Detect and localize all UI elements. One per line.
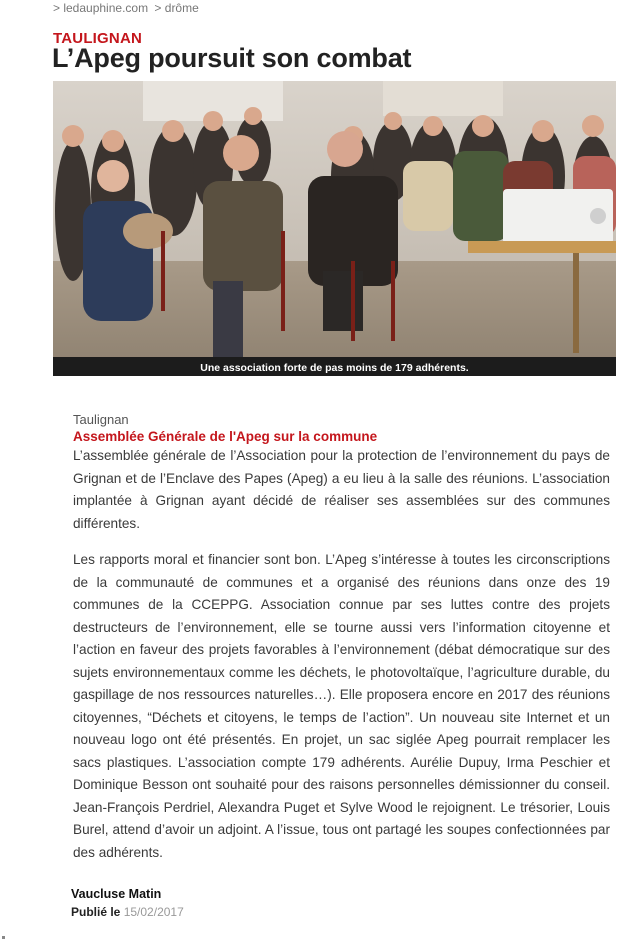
- breadcrumb-site-link[interactable]: > ledauphine.com: [53, 1, 149, 15]
- source-name: Vaucluse Matin: [71, 887, 162, 901]
- published-label: Publié le: [71, 905, 121, 919]
- photo-caption: Une association forte de pas moins de 179 adhérents.: [200, 362, 469, 374]
- article-headline: L’Apeg poursuit son combat: [52, 43, 412, 73]
- breadcrumb: [53, 1, 202, 15]
- audience-photo-illustration: [53, 81, 616, 376]
- article-place: Taulignan: [73, 412, 129, 427]
- article-photo: [53, 81, 616, 376]
- breadcrumb-section-link[interactable]: > drôme: [154, 1, 199, 15]
- article-kicker: TAULIGNAN: [53, 30, 143, 47]
- published-date: 15/02/2017: [123, 905, 184, 919]
- article-paragraph-2: Les rapports moral et financier sont bon. L’Apeg s’intéresse à toutes les circonscriptions de la communauté de communes et a organisé des réunions dans onze des 19 communes de la CCEPPG. Association connue par ses luttes contre des projets destructeurs de l’environnement, elle se tourne aussi vers l’information citoyenne et l’action en faveur des projets favorables à l’environnement (débat démocratique sur des sujets environnementaux comme les déchets, le photovoltaïque, l’agriculture durable, du gaspillage de nos ressources naturelles…). Elle proposera encore en 2017 des réunions citoyennes, “Déchets et citoyens, le temps de l’action”. Un nouveau site Internet et un nouveau logo ont été présentés. En projet, un sac siglée Apeg pourrait remplacer les sacs plastiques. L’association compte 179 adhérents. Aurélie Dupuy, Irma Peschier et Dominique Besson ont souhaité pour des raisons personnelles démissionner du conseil. Jean-François Perdriel, Alexandra Puget et Sylve Wood le rejoignent. Le trésorier, Louis Burel, attend d’avoir un adjoint. A l’issue, tous ont partagé les soupes confectionnées par des adhérents.: [73, 552, 610, 860]
- published-line: [71, 905, 184, 919]
- article-subheading: Assemblée Générale de l'Apeg sur la commune: [73, 429, 378, 444]
- article-paragraph-1: L’assemblée générale de l’Association pour la protection de l’environnement du pays de Grignan et de l’Enclave des Papes (Apeg) a eu lieu à la salle des réunions. L’association implantée à Grignan ayant décidé de réaliser ses assemblées sur des communes différentes.: [73, 448, 610, 531]
- page-marker-dot: [2, 936, 5, 939]
